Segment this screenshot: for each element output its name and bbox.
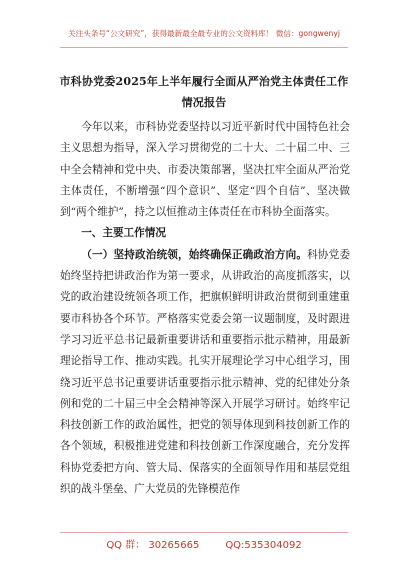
intro-paragraph: 今年以来，市科协党委坚持以习近平新时代中国特色社会主义思想为指导，深入学习贯彻党的二十大、二十届二中、三中全会精神和党中央、市委决策部署，坚决扛牢全面从严治党主体责任，不断增强“四个意识”、坚定“四个自信”、坚决做到“两个维护”，持之以恒推动主体责任在市科协全面落实。 bbox=[60, 121, 350, 219]
top-banner: 关注头条号“公文研究”，获得最新最全最专业的公文资料库！ 微信：gongwenyj bbox=[68, 29, 340, 38]
title-line-2: 情况报告 bbox=[181, 96, 227, 109]
section-heading: 一、主要工作情况 bbox=[81, 227, 166, 240]
subsection-title: （一）坚持政治统领，始终确保正确政治方向。 bbox=[81, 248, 308, 261]
footer bbox=[0, 536, 408, 551]
document-title bbox=[58, 71, 350, 113]
subsection-paragraph bbox=[60, 245, 350, 501]
footer-qq-contact: QQ:535304092 bbox=[225, 540, 302, 551]
title-line-1: 市科协党委2025年上半年履行全面从严治党主体责任工作 bbox=[59, 75, 349, 88]
footer-qq-group: QQ 群： 30265665 bbox=[106, 540, 200, 551]
banner-divider bbox=[60, 47, 348, 48]
footer-divider bbox=[60, 532, 348, 533]
subsection-text: 科协党委始终坚持把讲政治作为第一要求，从讲政治的高度抓落实，以党的政治建设统领各项工作，把旗帜鲜明讲政治贯彻到重建重要市科协各个环节。严格落实党委会第一议题制度，及时跟进学习习近平总书记最新重要讲话和重要指示批示精神，用最新理论指导工作、推动实践。扎实开展理论学习中心组学习，围绕习近平总书记重要讲话重要指示批示精神、党的纪律处分条例和党的二十届三中全会精神等深入开展学习研讨。始终牢记科技创新工作的政治属性，把党的领导体现到科技创新工作的各个领域，积极推进党建和科技创新工作深度融合，充分发挥科协党委把方向、管大局、保落实的全面领导作用和基层党组织的战斗堡垒、广大党员的先锋模范作 bbox=[60, 248, 351, 496]
document-body bbox=[60, 117, 350, 500]
